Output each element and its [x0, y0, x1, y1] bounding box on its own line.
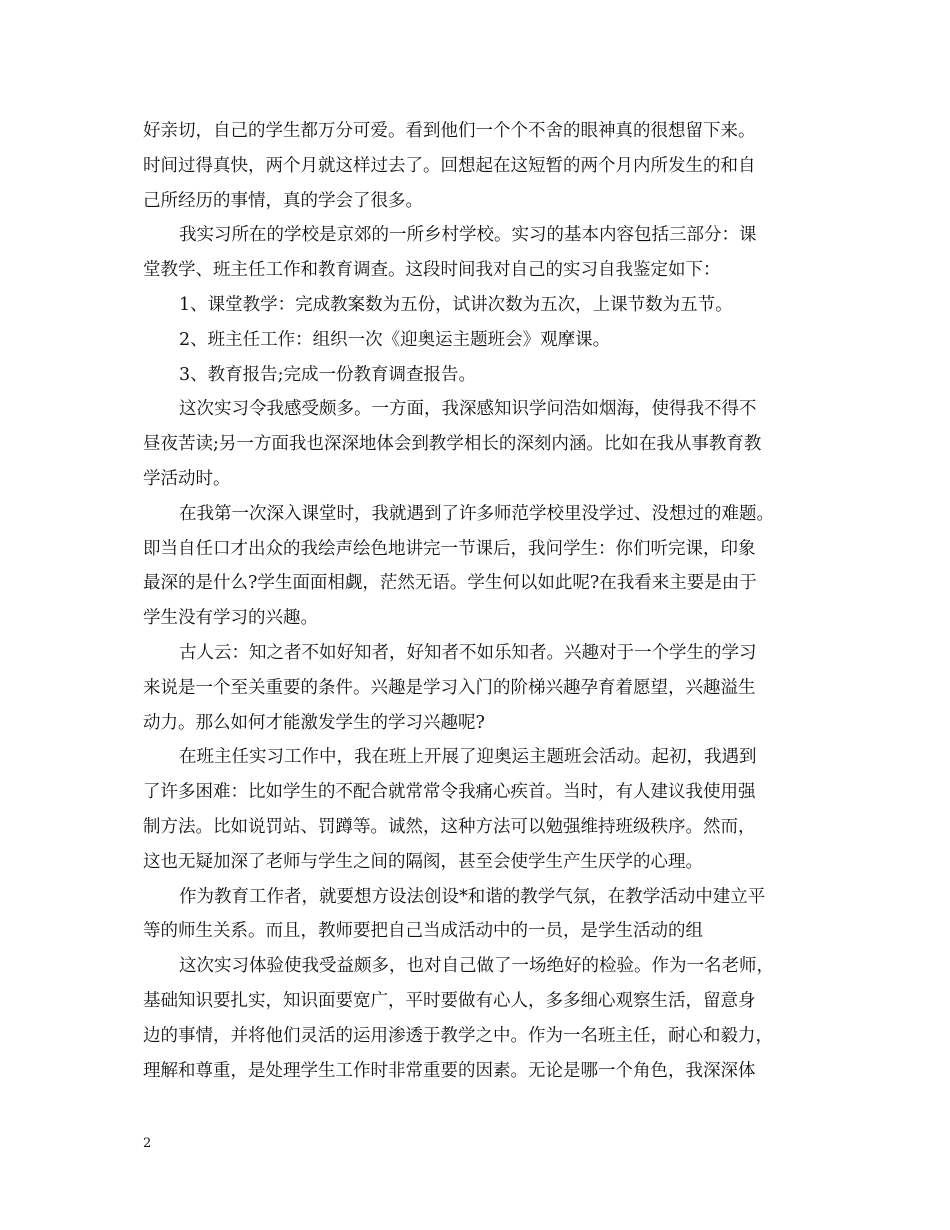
- text-line: 即当自任口才出众的我绘声绘色地讲完一节课后，我问学生：你们听完课，印象: [143, 538, 756, 559]
- text-line: 学生没有学习的兴趣。: [143, 608, 318, 629]
- text-line: 等的师生关系。而且，教师要把自己当成活动中的一员，是学生活动的组: [143, 921, 703, 942]
- text-line: 这次实习体验使我受益颇多，也对自己做了一场绝好的检验。作为一名老师，: [179, 956, 774, 977]
- text-line: 了许多困难：比如学生的不配合就常常令我痛心疾首。当时，有人建议我使用强: [143, 782, 756, 803]
- text-line: 制方法。比如说罚站、罚蹲等。诚然，这种方法可以勉强维持班级秩序。然而，: [143, 816, 756, 837]
- text-line: 我实习所在的学校是京郊的一所乡村学校。实习的基本内容包括三部分：课: [179, 225, 757, 246]
- text-line: 时间过得真快，两个月就这样过去了。回想起在这短暂的两个月内所发生的和自: [143, 155, 756, 176]
- text-line: 这次实习令我感受颇多。一方面，我深感知识学问浩如烟海，使得我不得不: [179, 399, 757, 420]
- text-line: 昼夜苦读;另一方面我也深深地体会到教学相长的深刻内涵。比如在我从事教育教: [143, 434, 762, 455]
- text-line: 这也无疑加深了老师与学生之间的隔阂，甚至会使学生产生厌学的心理。: [143, 851, 703, 872]
- text-line: 2、班主任工作：组织一次《迎奥运主题班会》观摩课。: [179, 329, 611, 350]
- document-body: [143, 114, 823, 1088]
- text-line: 基础知识要扎实，知识面要宽广，平时要做有心人，多多细心观察生活，留意身: [143, 990, 756, 1011]
- text-line: 作为教育工作者，就要想方设法创设*和谐的教学气氛，在教学活动中建立平: [179, 886, 766, 907]
- text-line: 1、课堂教学：完成教案数为五份，试讲次数为五次，上课节数为五节。: [179, 294, 733, 315]
- text-line: 在班主任实习工作中，我在班上开展了迎奥运主题班会活动。起初，我遇到: [179, 747, 757, 768]
- text-line: 在我第一次深入课堂时，我就遇到了许多师范学校里没学过、没想过的难题。: [179, 503, 774, 524]
- text-line: 堂教学、班主任工作和教育调查。这段时间我对自己的实习自我鉴定如下：: [143, 260, 721, 281]
- text-line: 己所经历的事情，真的学会了很多。: [143, 190, 423, 211]
- text-line: 学活动时。: [143, 468, 231, 489]
- text-line: 3、教育报告;完成一份教育调查报告。: [179, 364, 477, 385]
- text-line: 最深的是什么?学生面面相觑，茫然无语。学生何以如此呢?在我看来主要是由于: [143, 573, 757, 594]
- page-number: 2: [143, 1136, 152, 1151]
- text-line: 动力。那么如何才能激发学生的学习兴趣呢?: [143, 712, 485, 733]
- text-line: 理解和尊重，是处理学生工作时非常重要的因素。无论是哪一个角色，我深深体: [143, 1060, 756, 1081]
- text-line: 来说是一个至关重要的条件。兴趣是学习入门的阶梯兴趣孕育着愿望，兴趣溢生: [143, 677, 756, 698]
- text-line: 边的事情，并将他们灵活的运用渗透于教学之中。作为一名班主任，耐心和毅力，: [143, 1025, 773, 1046]
- text-line: 好亲切，自己的学生都万分可爱。看到他们一个个不舍的眼神真的很想留下来。: [143, 121, 756, 141]
- text-line: 古人云：知之者不如好知者，好知者不如乐知者。兴趣对于一个学生的学习: [179, 642, 757, 663]
